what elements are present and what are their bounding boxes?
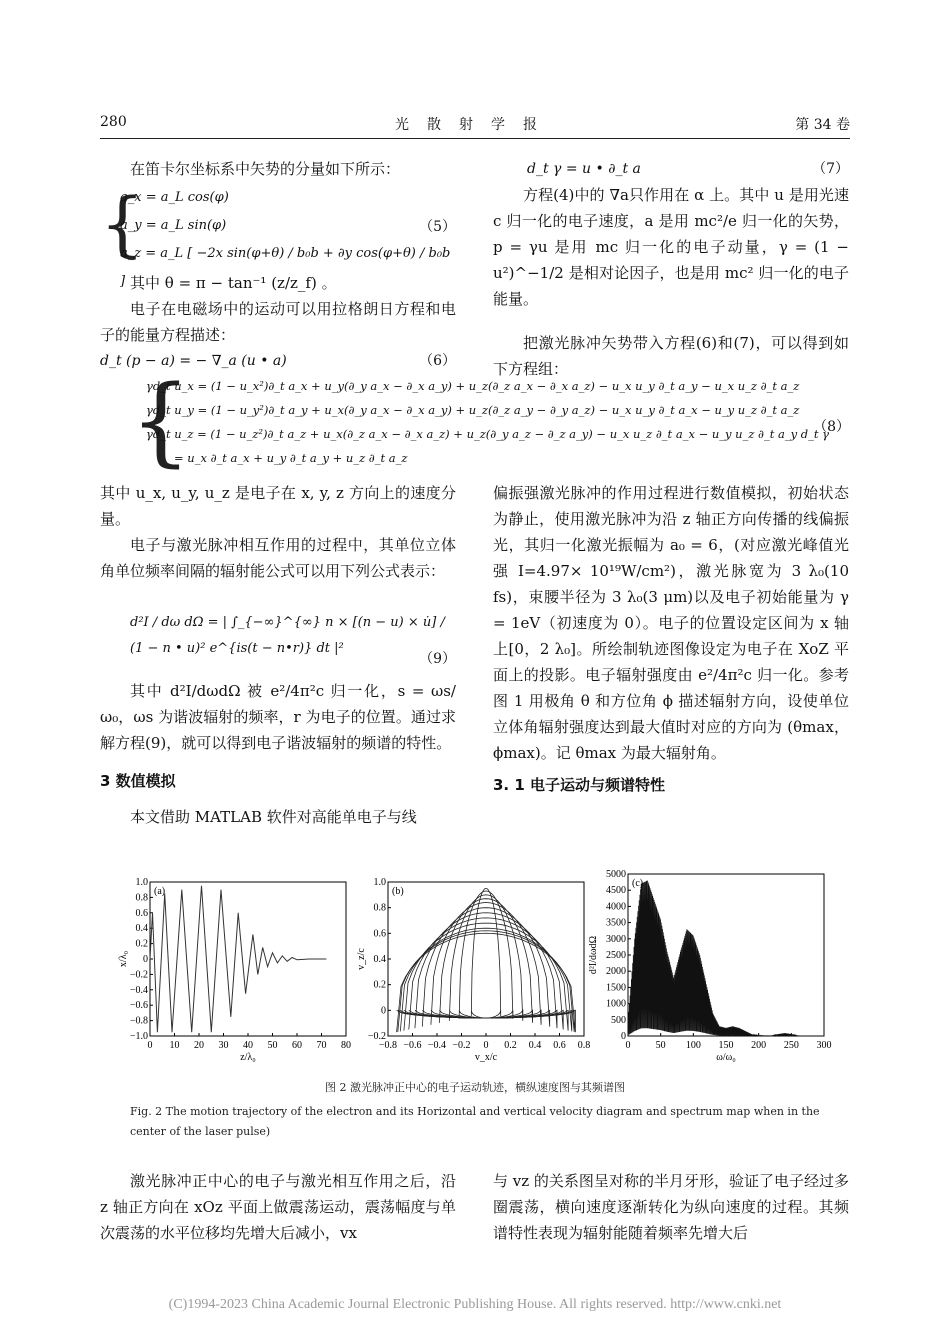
x-tick-label: −0.8 — [378, 1040, 398, 1051]
x-tick-label: 50 — [655, 1040, 666, 1051]
equation-number: （8） — [813, 419, 850, 435]
y-tick-label: −1.0 — [129, 1031, 148, 1042]
x-axis-label: ω/ω₀ — [716, 1052, 736, 1063]
y-tick-label: −0.8 — [129, 1015, 148, 1027]
right-column-bottom — [493, 1168, 849, 1246]
velocity-arc — [431, 903, 541, 1025]
left-column-top — [100, 156, 456, 374]
y-tick-label: −0.6 — [129, 1000, 148, 1012]
y-tick-label: 0.6 — [373, 928, 386, 940]
equation-8-block — [130, 365, 850, 478]
velocity-arc — [439, 899, 532, 1023]
x-axis-label: v_x/c — [474, 1052, 498, 1063]
paragraph-radiation: 电子与激光脉冲相互作用的过程中，其单位立体角单位频率间隔的辐射能公式可以用下列公式表示： — [100, 536, 456, 580]
x-tick-label: 0 — [625, 1040, 631, 1051]
velocity-arc — [449, 895, 523, 1021]
paragraph-matlab: 本文借助 MATLAB 软件对高能单电子与线 — [130, 808, 417, 826]
paragraph-simulation: 偏振强激光脉冲的作用过程进行数值模拟，初始状态为静止，使用激光脉冲为沿 z 轴正方向传播的线偏振光，其归一化激光振幅为 a₀ = 6，(对应激光峰值光强 I=4.97× 10¹⁹W/cm²)，激光脉宽为 3 λ₀(10 fs)，束腰半径为 3 λ₀(3 μm)以及电子初始能量为 γ = 1eV（初速度为 0）。电子的位置设定区间为 x 轴上[0，2 λ₀]。所绘制轨迹图像设定为电子在 XoZ 平面上的投影。电子辐射强度由 e²/4π²c 归一化。参考图 1 用极角 θ 和方位角 ϕ 描述辐射方向，设使单位立体角辐射强度达到最大值时对应的方向为 (θmax，ϕmax)。记 θmax 为最大辐射角。 — [493, 484, 849, 762]
x-tick-label: 100 — [685, 1040, 701, 1051]
equation-8-line: γd_t u_z = (1 − u_z²)∂_t a_z + u_x(∂_z a_x − ∂_x a_z) + u_z(∂_y a_z − ∂_z a_y) − u_x u_z ∂_t a_x − u_y u_z ∂_t a_y d_t γ — [146, 427, 830, 441]
paragraph-velocity: 其中 u_x, u_y, u_z 是电子在 x, y, z 方向上的速度分量。 — [100, 484, 456, 528]
y-tick-label: 0.2 — [373, 979, 386, 991]
x-tick-label: 150 — [718, 1040, 734, 1051]
page-number: 280 — [100, 114, 127, 130]
volume-label: 第 34 卷 — [795, 117, 850, 133]
section-heading-3-1: 3. 1 电子运动与频谱特性 — [493, 776, 666, 794]
equation-7 — [493, 156, 849, 182]
paragraph-substitute: 把激光脉冲矢势带入方程(6)和(7)，可以得到如下方程组： — [493, 334, 849, 378]
y-tick-label: 2000 — [606, 966, 626, 978]
axes-frame — [388, 882, 584, 1036]
equation-9-text: d²I / dω dΩ = | ∫_{−∞}^{∞} n × [(n − u) × u̇] / (1 − n • u)² e^{is(t − n•r)} dt |² — [130, 615, 445, 656]
paragraph-motion: 激光脉冲正中心的电子与激光相互作用之后，沿 z 轴正方向在 xOz 平面上做震荡运动，震荡幅度与单次震荡的水平位移均先增大后减小，vx — [100, 1172, 456, 1242]
y-tick-label: −0.2 — [367, 1031, 386, 1042]
y-tick-label: 4500 — [606, 885, 626, 897]
x-tick-label: 0.2 — [504, 1040, 517, 1051]
equation-5-line: a_x = a_L cos(φ) — [120, 190, 229, 205]
right-column-middle — [493, 480, 849, 798]
x-tick-label: 0 — [483, 1040, 489, 1051]
x-tick-label: 40 — [243, 1040, 253, 1051]
right-column-top — [493, 156, 849, 382]
y-axis-label: x/λ₀ — [118, 950, 129, 968]
y-tick-label: 1000 — [606, 998, 626, 1010]
y-tick-label: 0 — [381, 1005, 386, 1017]
equation-8-line: = u_x ∂_t a_x + u_y ∂_t a_y + u_z ∂_t a_z — [174, 451, 408, 465]
x-axis-label: z/λ₀ — [240, 1052, 256, 1063]
y-tick-label: 0 — [621, 1031, 626, 1042]
running-header — [100, 112, 850, 139]
y-tick-label: 0.4 — [373, 954, 386, 965]
y-tick-label: 0.6 — [135, 907, 148, 919]
panel-label: (a) — [154, 886, 166, 897]
paragraph-lagrange: 电子在电磁场中的运动可以用拉格朗日方程和电子的能量方程描述： — [100, 300, 456, 344]
panel-label: (c) — [632, 878, 644, 889]
x-tick-label: 50 — [267, 1040, 278, 1051]
y-tick-label: 0.4 — [135, 923, 148, 935]
figure-2 — [100, 868, 850, 1068]
left-brace: { — [130, 365, 192, 477]
y-tick-label: −0.2 — [129, 969, 148, 981]
x-tick-label: 30 — [218, 1040, 229, 1051]
left-brace: { — [100, 183, 145, 265]
x-tick-label: 0.6 — [553, 1040, 566, 1051]
x-tick-label: 10 — [169, 1040, 180, 1051]
paragraph-normalization: 其中 d²I/dωdΩ 被 e²/4π²c 归一化，s = ωs/ω₀，ωs 为谐波辐射的频率，r 为电子的位置。通过求解方程(9)，就可以得到电子谐波辐射的频谱的特性。 — [100, 682, 456, 752]
theta-definition: 其中 θ = π − tan⁻¹ (z/z_f) 。 — [130, 274, 337, 292]
y-tick-label: 0.2 — [135, 938, 148, 950]
x-tick-label: −0.6 — [403, 1040, 422, 1051]
y-axis-label: d²I/dωdΩ — [588, 935, 599, 975]
velocity-arc — [397, 933, 576, 1032]
equation-5-line: a_z = a_L [ −2x sin(φ+θ) / b₀b + ∂y cos(φ+θ) / b₀b ] — [120, 246, 451, 289]
copyright-footer: (C)1994-2023 China Academic Journal Electronic Publishing House. All rights reserved. http://www.cnki.net — [168, 1297, 782, 1312]
y-tick-label: 1.0 — [135, 877, 148, 888]
equation-number: （6） — [419, 353, 456, 369]
x-tick-label: 300 — [816, 1040, 832, 1051]
x-tick-label: −0.4 — [427, 1040, 447, 1051]
velocity-arc — [459, 891, 513, 1019]
y-tick-label: 0.8 — [135, 892, 148, 904]
y-tick-label: 5000 — [606, 869, 626, 880]
x-tick-label: 250 — [783, 1040, 799, 1051]
journal-name: 光散射学报 — [395, 117, 555, 133]
x-tick-label: −0.2 — [452, 1040, 471, 1051]
velocity-arc — [415, 913, 557, 1028]
panel-label: (b) — [392, 886, 404, 897]
y-tick-label: 1500 — [606, 982, 626, 994]
y-axis-label: v_z/c — [356, 948, 367, 970]
y-tick-label: 4000 — [606, 901, 626, 913]
y-tick-label: 500 — [611, 1014, 626, 1026]
equation-6-text: d_t (p − a) = − ∇_a (u • a) — [100, 353, 287, 369]
x-tick-label: 60 — [292, 1040, 302, 1051]
x-tick-label: 200 — [751, 1040, 767, 1051]
equation-number: （7） — [812, 161, 849, 177]
equation-number: （9） — [419, 651, 456, 667]
velocity-arc — [422, 908, 549, 1027]
y-tick-label: −0.4 — [129, 984, 148, 996]
x-tick-label: 0.4 — [528, 1040, 542, 1051]
x-tick-label: 0 — [147, 1040, 153, 1051]
y-tick-label: 0 — [143, 954, 148, 965]
y-tick-label: 3500 — [606, 917, 626, 929]
paragraph-definitions: 方程(4)中的 ∇a只作用在 α 上。其中 u 是用光速 c 归一化的电子速度，a 是用 mc²/e 归一化的矢势，p = γu 是用 mc 归一化的电子动量，γ = (1 − u²)^−1/2 是相对论因子，也是用 mc² 归一化的电子能量。 — [493, 186, 849, 308]
velocity-arc — [404, 923, 568, 1031]
x-tick-label: 80 — [341, 1040, 351, 1051]
left-column-middle — [100, 480, 456, 830]
x-tick-label: 70 — [316, 1040, 327, 1051]
y-tick-label: 2500 — [606, 950, 626, 961]
paragraph-spectrum: 与 vz 的关系图呈对称的半月牙形，验证了电子经过多圈震荡，横向速度逐渐转化为纵向速度的过程。其频谱特性表现为辐射能随着频率先增大后 — [493, 1172, 849, 1242]
equation-number: （5） — [419, 219, 456, 235]
figure-caption-cn: 图 2 激光脉冲正中心的电子运动轨迹，横纵速度图与其频谱图 — [325, 1081, 625, 1094]
y-tick-label: 0.8 — [373, 902, 386, 914]
section-heading-3: 3 数值模拟 — [100, 772, 176, 790]
y-tick-label: 3000 — [606, 933, 626, 945]
trajectory-line — [150, 886, 326, 1032]
left-column-bottom — [100, 1168, 456, 1246]
x-tick-label: 0.8 — [577, 1040, 591, 1051]
velocity-arc — [398, 931, 574, 1032]
equation-7-text: d_t γ = u • ∂_t a — [527, 161, 641, 177]
spectrum-line — [628, 881, 824, 1037]
x-tick-label: 20 — [194, 1040, 204, 1051]
equation-5-line: a_y = a_L sin(φ) — [120, 218, 227, 233]
paragraph-intro: 在笛卡尔坐标系中矢势的分量如下所示： — [130, 160, 401, 178]
y-tick-label: 1.0 — [373, 877, 386, 888]
figure-caption-en: Fig. 2 The motion trajectory of the electron and its Horizontal and vertical velocity diagram and spectrum map when in the center of the laser pulse) — [130, 1105, 820, 1138]
equation-8-line: γd_t u_x = (1 − u_x²)∂_t a_x + u_y(∂_y a_x − ∂_x a_y) + u_z(∂_z a_x − ∂_x a_z) − u_x u_y ∂_t a_y − u_x u_z ∂_t a_z — [146, 379, 800, 393]
equation-8-line: γd_t u_y = (1 − u_y²)∂_t a_y + u_x(∂_y a_x − ∂_x a_y) + u_z(∂_z a_y − ∂_y a_z) − u_x u_y ∂_t a_x − u_y u_z ∂_t a_z — [146, 403, 800, 417]
equation-9 — [100, 584, 456, 670]
